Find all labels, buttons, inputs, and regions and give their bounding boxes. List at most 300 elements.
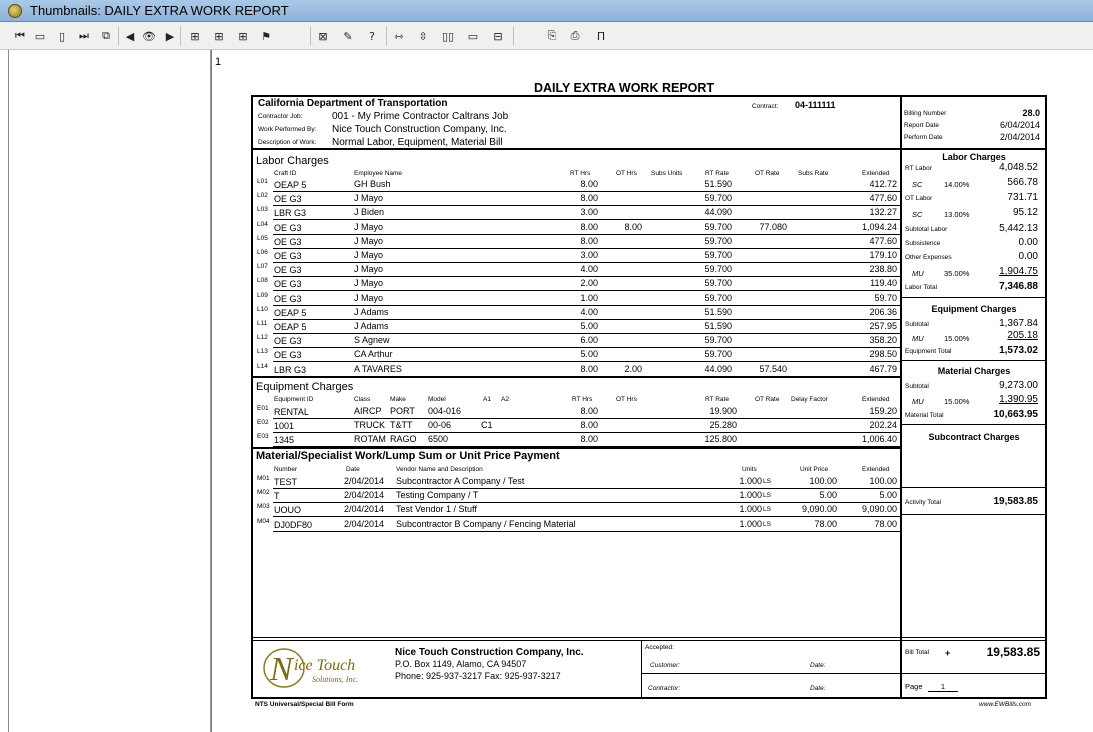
equip-header-delay: Delay Factor [791, 396, 828, 403]
mat-mu-value: 1,390.95 [999, 394, 1038, 405]
equip-a1: C1 [481, 420, 493, 430]
material-description: Subcontractor B Company / Fencing Material [396, 518, 576, 529]
bill-total-label: Bill Total [905, 649, 930, 656]
page-icon[interactable]: ▯ [58, 29, 66, 43]
activity-total-value: 19,583.85 [993, 496, 1038, 507]
labor-summary-divider [901, 297, 1046, 298]
equip-extended: 202.24 [869, 420, 897, 430]
labor-employee: J Mayo [354, 278, 384, 289]
ot-labor-value: 731.71 [1007, 192, 1038, 203]
labor-row-line [273, 191, 900, 192]
labor-rt-rate: 51.590 [704, 179, 732, 189]
sc2-pct: 13.00% [944, 210, 970, 219]
labor-header-employee: Employee Name [354, 170, 403, 177]
equip-make: RAGO [390, 434, 417, 444]
description-label: Description of Work: [258, 139, 317, 146]
labor-rt-rate: 59.700 [704, 250, 732, 260]
labor-employee: S Agnew [354, 335, 390, 346]
equip-make: T&TT [390, 420, 413, 430]
labor-row-id: L01 [257, 178, 268, 185]
labor-rt-hrs: 4.00 [580, 306, 598, 317]
equip-header-a2: A2 [501, 396, 509, 403]
labor-section-title: Labor Charges [256, 155, 329, 167]
labor-mu-pct: 35.00% [944, 269, 970, 278]
labor-craft: OE G3 [274, 194, 302, 205]
equip-model: 00-06 [428, 420, 452, 430]
labor-employee: J Mayo [354, 193, 384, 204]
footer-phone: Phone: 925-937-3217 Fax: 925-937-3217 [395, 671, 561, 681]
equip-mu-value: 205.18 [1007, 330, 1038, 341]
material-unit: LS [763, 492, 771, 500]
equip-class: TRUCK [354, 420, 385, 430]
sc1-pct: 14.00% [944, 180, 970, 189]
page-label: Page [905, 682, 923, 691]
accepted-label: Accepted: [645, 644, 674, 651]
toolbar-separator [310, 26, 311, 46]
customer-date-label: Date: [810, 662, 826, 669]
sc1-label: SC [912, 180, 923, 189]
sc2-label: SC [912, 210, 923, 219]
labor-craft: OE G3 [274, 336, 302, 347]
company-logo [262, 646, 385, 688]
material-row-id: M01 [257, 475, 270, 482]
page-value: 1 [928, 682, 958, 692]
logo-sub-text: Solutions, Inc. [312, 675, 358, 684]
window-title: Thumbnails: DAILY EXTRA WORK REPORT [30, 3, 289, 18]
contract-label: Contract: [752, 103, 779, 110]
labor-row-line [273, 262, 900, 263]
material-row-line [273, 502, 900, 503]
equip-class: AIRCP [354, 406, 382, 416]
equip-total-label: Equipment Total [905, 348, 952, 355]
labor-employee: A TAVARES [354, 363, 402, 374]
labor-craft: OE G3 [274, 350, 302, 361]
labor-ot-hrs: 2.00 [624, 363, 642, 374]
material-description: Subcontractor A Company / Test [396, 476, 525, 486]
labor-row-line [273, 205, 900, 206]
help-icon[interactable]: ? [369, 29, 375, 43]
material-number: TEST [274, 477, 298, 487]
equip-row-id: E02 [257, 419, 269, 426]
labor-row-id: L14 [257, 362, 268, 370]
labor-row-line [273, 276, 900, 277]
labor-header-othrs: OT Hrs [616, 170, 637, 177]
toolbar-separator [513, 26, 514, 46]
material-number: UOUO [274, 505, 301, 516]
report-page [212, 50, 1093, 732]
material-date: 2/04/2014 [344, 504, 385, 515]
labor-extended: 412.72 [869, 179, 897, 189]
mat-total-value: 10,663.95 [993, 409, 1038, 420]
equip-model: 6500 [428, 434, 449, 444]
labor-employee: J Biden [354, 207, 385, 218]
single-page-icon[interactable]: ▭ [34, 29, 46, 43]
material-number: T [274, 491, 280, 502]
labor-row-id: L06 [257, 249, 268, 256]
equip-make: PORT [390, 406, 415, 416]
contract-number: 04-111111 [795, 100, 836, 110]
equip-header-model: Model [428, 396, 446, 403]
labor-rt-hrs: 6.00 [580, 335, 598, 346]
labor-craft: OE G3 [274, 222, 302, 233]
equipment-section-title: Equipment Charges [256, 381, 354, 393]
labor-rt-rate: 51.590 [704, 321, 732, 331]
labor-extended: 477.60 [869, 193, 897, 204]
performed-by-label: Work Performed By: [258, 126, 317, 133]
material-date: 2/04/2014 [344, 518, 385, 529]
equip-subtotal-value: 1,367.84 [999, 318, 1038, 329]
labor-craft: OEAP 5 [274, 322, 307, 332]
agency-name: California Department of Transportation [258, 98, 448, 109]
labor-row-line [273, 219, 900, 220]
labor-row-line [273, 290, 900, 291]
labor-rt-rate: 51.590 [704, 306, 732, 317]
mat-header-unitprice: Unit Price [800, 466, 829, 473]
footer-divider-thin-2 [253, 640, 1046, 641]
logo-n-letter: N [270, 651, 293, 688]
equip-mu-label: MU [912, 334, 924, 343]
labor-craft: OEAP 5 [274, 307, 307, 318]
labor-rt-hrs: 3.00 [580, 250, 598, 260]
flag-icon[interactable]: ⚑ [261, 29, 271, 43]
material-unit: LS [763, 478, 771, 485]
material-unit-price: 100.00 [809, 476, 837, 486]
mat-header-number: Number [274, 466, 298, 473]
pages-layout-2-icon[interactable]: ⊞ [214, 29, 224, 43]
billing-label: Report Date [904, 122, 940, 129]
labor-ot-hrs: 8.00 [624, 221, 642, 232]
equip-row-id: E01 [257, 405, 269, 412]
labor-row-line [273, 333, 900, 334]
accept-divider [641, 641, 642, 698]
equip-extended: 159.20 [869, 406, 897, 416]
mat-subtotal-label: Subtotal [905, 383, 929, 390]
billing-label: Perform Date [904, 134, 943, 141]
billing-value: 28.0 [1022, 108, 1040, 118]
material-description: Test Vendor 1 / Stuff [396, 504, 477, 515]
equip-extended: 1,006.40 [861, 434, 897, 444]
contractor-job-label: Contractor Job: [258, 113, 303, 120]
labor-extended: 467.79 [869, 363, 897, 374]
accept-row-divider [641, 673, 901, 674]
toolbar-separator [386, 26, 387, 46]
subtotal-labor-label: Subtotal Labor [905, 226, 948, 233]
mat-header-date: Date [346, 466, 360, 473]
sidebar-divider [8, 50, 9, 732]
equip-subtotal-label: Subtotal [905, 321, 929, 328]
bill-row-divider [901, 673, 1046, 674]
logo-main-text: ice Touch [294, 657, 356, 674]
equip-total-value: 1,573.02 [999, 345, 1038, 356]
subsistence-value: 0.00 [1018, 237, 1038, 248]
previous-icon[interactable]: ◀ [125, 29, 135, 43]
equip-rt-rate: 125.800 [704, 434, 737, 444]
labor-row-line [273, 234, 900, 235]
labor-rt-hrs: 8.00 [580, 179, 598, 189]
thumbnail-sidebar[interactable] [0, 50, 211, 732]
labor-row-line [273, 319, 900, 320]
header-divider [253, 148, 901, 150]
website: www.EWBills.com [979, 701, 1032, 708]
labor-ot-rate: 77.080 [759, 221, 787, 232]
equip-model: 004-016 [428, 406, 462, 416]
print-icon[interactable]: ⎙ [570, 29, 580, 42]
labor-extended: 1,094.24 [861, 221, 897, 232]
customer-label: Customer: [650, 662, 680, 669]
billing-label: Billing Number [904, 110, 947, 117]
billing-value: 6/04/2014 [999, 120, 1040, 130]
billing-value: 2/04/2014 [999, 132, 1040, 142]
material-units: 1.000 [739, 504, 762, 515]
labor-rt-rate: 59.700 [704, 235, 732, 246]
labor-extended: 206.36 [869, 306, 897, 317]
equip-header-rthrs: RT Hrs [572, 396, 593, 403]
toolbar-separator [118, 26, 119, 46]
report-title: DAILY EXTRA WORK REPORT [533, 81, 715, 95]
equip-row-line [273, 418, 900, 419]
labor-craft: OE G3 [274, 279, 302, 290]
contractor-label: Contractor: [648, 685, 681, 692]
subsistence-label: Subsistence [905, 240, 941, 247]
material-summary-divider [901, 424, 1046, 425]
labor-row-id: L07 [257, 263, 268, 271]
bill-total-value: 19,583.85 [986, 645, 1040, 659]
labor-rt-hrs: 5.00 [580, 349, 598, 360]
page-layout-icon[interactable]: ⧉ [102, 29, 110, 42]
labor-header-otrate: OT Rate [755, 170, 780, 177]
labor-row-id: L12 [257, 334, 268, 342]
labor-craft: OE G3 [274, 265, 302, 276]
labor-craft: OE G3 [274, 293, 302, 304]
first-page-icon[interactable]: ⏮ [15, 29, 25, 42]
equip-rt-hrs: 8.00 [580, 434, 598, 444]
equipment-summary-divider [901, 360, 1046, 361]
labor-rt-hrs: 5.00 [580, 321, 598, 331]
equip-mu-pct: 15.00% [944, 334, 970, 343]
labor-row-id: L02 [257, 192, 268, 200]
labor-total-value: 7,346.88 [999, 281, 1038, 292]
multi-page-icon[interactable]: ⊟ [493, 29, 503, 43]
labor-header-rtrate: RT Rate [705, 170, 729, 177]
toolbar-separator [180, 26, 181, 46]
labor-row-line [273, 347, 900, 348]
activity-total-label: Activity Total [905, 499, 942, 506]
labor-rt-hrs: 4.00 [580, 264, 598, 275]
equip-header-otrate: OT Rate [755, 396, 780, 403]
edit-icon[interactable]: ✎ [343, 29, 353, 43]
labor-extended: 59.70 [874, 292, 897, 303]
equip-rt-hrs: 8.00 [580, 406, 598, 416]
equip-id: 1001 [274, 421, 295, 431]
equip-rt-rate: 19.900 [709, 406, 737, 416]
subcontract-divider [901, 487, 1046, 488]
labor-mu-label: MU [912, 269, 924, 278]
bill-total-sign: + [945, 648, 951, 658]
import-icon[interactable]: ⎘ [547, 29, 557, 42]
equip-header-id: Equipment ID [274, 396, 314, 403]
toolbar [0, 22, 1093, 50]
subcontract-summary-title: Subcontract Charges [928, 432, 1020, 442]
labor-row-id: L05 [257, 234, 268, 242]
window-titlebar [0, 0, 1093, 22]
labor-employee: J Mayo [354, 264, 384, 275]
sc1-value: 566.78 [1007, 177, 1038, 188]
labor-employee: J Mayo [354, 292, 384, 303]
labor-rt-rate: 59.700 [704, 264, 732, 275]
footer-divider-thin [253, 637, 1046, 638]
labor-rt-rate: 59.700 [704, 335, 732, 346]
material-row-line [273, 488, 900, 489]
labor-header-rthrs: RT Hrs [570, 170, 591, 177]
labor-rt-rate: 59.700 [704, 292, 732, 303]
rt-labor-value: 4,048.52 [999, 162, 1038, 173]
equip-id: RENTAL [274, 407, 309, 417]
equip-header-rtrate: RT Rate [705, 396, 729, 403]
labor-extended: 132.27 [869, 207, 897, 218]
labor-rt-hrs: 8.00 [580, 221, 598, 232]
labor-employee: J Mayo [354, 235, 384, 246]
labor-craft: LBR G3 [274, 208, 307, 219]
labor-rt-hrs: 2.00 [580, 278, 598, 289]
labor-row-line [273, 305, 900, 306]
equip-header-othrs: OT Hrs [616, 396, 637, 403]
rt-labor-label: RT Labor [905, 165, 932, 172]
labor-row-line [273, 248, 900, 249]
pages-layout-3-icon[interactable]: ⊞ [238, 29, 248, 43]
labor-rt-hrs: 3.00 [580, 207, 598, 218]
material-description: Testing Company / T [396, 490, 479, 501]
labor-employee: J Adams [354, 321, 389, 331]
app-icon [8, 4, 22, 18]
equip-class: ROTAM [354, 434, 386, 444]
material-extended: 5.00 [879, 490, 897, 501]
labor-row-id: L03 [257, 206, 268, 214]
labor-rt-hrs: 8.00 [580, 235, 598, 246]
contractor-date-label: Date: [810, 685, 826, 692]
labor-row-id: L11 [257, 320, 268, 327]
labor-row-id: L04 [257, 220, 268, 228]
performed-by: Nice Touch Construction Company, Inc. [332, 124, 507, 135]
material-units: 1.000 [739, 476, 762, 486]
labor-employee: GH Bush [354, 179, 391, 189]
labor-craft: OE G3 [274, 236, 302, 247]
labor-header-subsrate: Subs Rate [798, 170, 829, 177]
fit-page-icon[interactable]: ⇳ [418, 29, 428, 43]
mat-header-vendor: Vendor Name and Description [396, 466, 483, 473]
material-row-line [273, 516, 900, 517]
labor-extended: 119.40 [870, 278, 897, 289]
material-summary-title: Material Charges [937, 366, 1011, 376]
ot-labor-label: OT Labor [905, 195, 933, 202]
labor-rt-rate: 59.700 [704, 349, 732, 360]
material-date: 2/04/2014 [344, 476, 385, 486]
report-canvas[interactable] [212, 50, 1093, 732]
mat-total-label: Material Total [905, 412, 944, 419]
labor-craft: LBR G3 [274, 364, 307, 375]
labor-row-line [273, 361, 900, 362]
footer-company: Nice Touch Construction Company, Inc. [395, 647, 584, 658]
mat-subtotal-value: 9,273.00 [999, 380, 1038, 391]
labor-rt-rate: 44.090 [704, 363, 732, 374]
labor-header-subsunits: Subs Units [651, 170, 683, 177]
equip-row-line [273, 432, 900, 433]
other-expenses-value: 0.00 [1018, 251, 1038, 262]
labor-extended: 298.50 [869, 349, 897, 360]
material-row-id: M04 [257, 517, 270, 525]
viewer-page-number: 1 [215, 56, 222, 68]
material-units: 1.000 [739, 490, 762, 501]
pages-layout-1-icon[interactable]: ⊞ [190, 29, 200, 43]
other-expenses-label: Other Expenses [905, 254, 952, 261]
material-row-line [273, 531, 900, 532]
labor-total-label: Labor Total [905, 284, 938, 291]
labor-row-id: L10 [257, 305, 268, 313]
equip-row-id: E03 [257, 433, 269, 440]
bill-divider [900, 641, 902, 698]
export-icon[interactable]: Π [596, 29, 606, 43]
labor-employee: J Mayo [354, 250, 384, 260]
material-extended: 78.00 [874, 518, 897, 529]
labor-employee: J Mayo [354, 221, 384, 232]
material-units: 1.000 [739, 518, 762, 529]
material-unit: LS [763, 520, 771, 528]
material-unit-price: 5.00 [819, 490, 837, 501]
labor-rt-rate: 59.700 [704, 193, 732, 204]
labor-rt-rate: 59.700 [704, 278, 732, 289]
next-icon[interactable]: ▶ [165, 29, 175, 43]
last-page-icon[interactable]: ⏭ [79, 29, 89, 42]
material-unit-price: 9,090.00 [801, 504, 837, 515]
labor-extended: 179.10 [869, 250, 897, 260]
labor-extended: 257.95 [869, 321, 897, 331]
material-number: DJ0DF80 [274, 519, 313, 530]
labor-row-id: L08 [257, 277, 268, 285]
labor-extended: 358.20 [869, 335, 897, 346]
material-unit: LS [763, 506, 771, 514]
thumbnail-icon[interactable]: ▭ [467, 29, 479, 43]
preview-eye-icon[interactable]: 👁 [142, 29, 156, 43]
equip-id: 1345 [274, 435, 295, 445]
labor-craft: OEAP 5 [274, 180, 307, 190]
two-pages-icon[interactable]: ▯▯ [441, 29, 455, 43]
labor-rt-hrs: 1.00 [580, 292, 598, 303]
sc2-value: 95.12 [1012, 207, 1038, 218]
fit-width-icon[interactable]: ⇿ [394, 29, 404, 43]
material-date: 2/04/2014 [344, 490, 385, 501]
material-row-id: M03 [257, 503, 270, 511]
labor-employee: J Adams [354, 306, 389, 317]
equipment-summary-title: Equipment Charges [931, 304, 1017, 314]
labor-row-id: L09 [257, 291, 268, 299]
labor-header-craft: Craft ID [274, 170, 297, 177]
labor-header-extended: Extended [862, 170, 890, 177]
labor-rt-rate: 44.090 [704, 207, 732, 218]
labor-row-id: L13 [257, 348, 268, 356]
material-section-title: Material/Specialist Work/Lump Sum or Unit Price Payment [256, 450, 560, 462]
labor-mu-value: 1,904.75 [999, 266, 1038, 277]
mat-mu-label: MU [912, 397, 924, 406]
equip-rt-rate: 25.280 [709, 420, 737, 430]
billing-divider [901, 148, 1046, 150]
subtotal-labor-value: 5,442.13 [999, 223, 1038, 234]
material-row-id: M02 [257, 489, 270, 497]
work-description: Normal Labor, Equipment, Material Bill [332, 137, 503, 148]
equip-header-class: Class [354, 396, 371, 403]
labor-ot-rate: 57.540 [759, 363, 787, 374]
contractor-job: 001 - My Prime Contractor Caltrans Job [332, 111, 509, 122]
footer-address: P.O. Box 1149, Alamo, CA 94507 [395, 659, 527, 669]
close-document-icon[interactable]: ⊠ [318, 29, 328, 43]
